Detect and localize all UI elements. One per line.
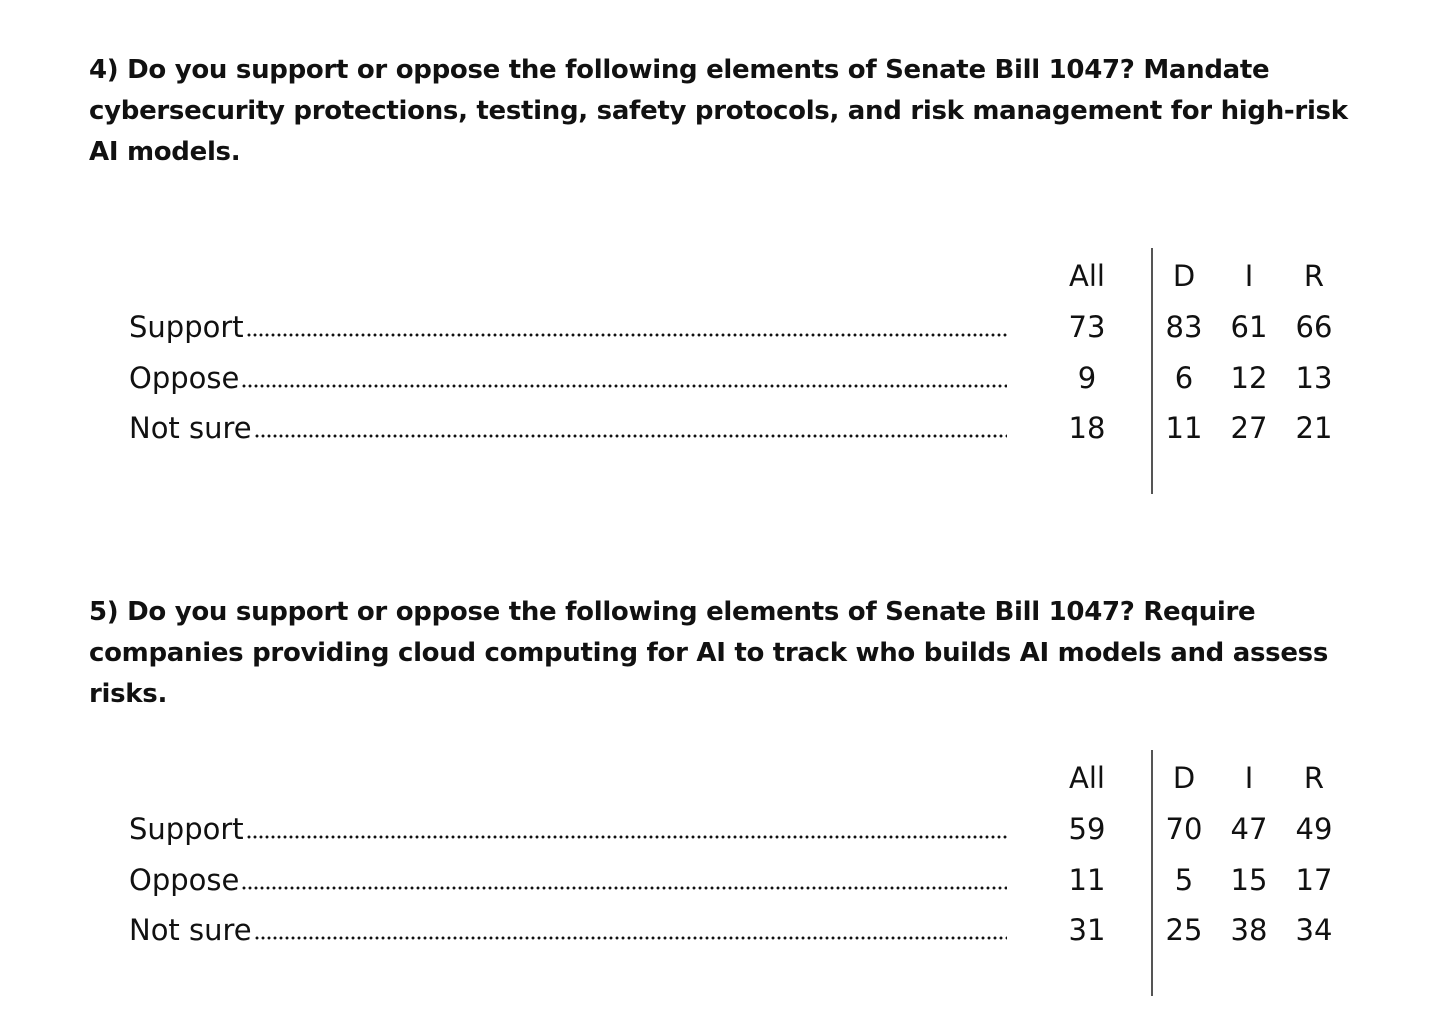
dot-leader xyxy=(254,433,1007,439)
value-i: 15 xyxy=(1230,863,1268,897)
column-header-d: D xyxy=(1172,761,1196,795)
row-label xyxy=(129,860,1007,900)
value-all: 31 xyxy=(1068,913,1106,947)
value-d: 11 xyxy=(1165,411,1203,445)
question-4-text: 4) Do you support or oppose the following elements of Senate Bill 1047? Mandate cybersecurity protections, testing, safety protocols, and risk management for high-risk AI models. xyxy=(89,55,1348,167)
table-row xyxy=(0,408,1456,448)
value-i: 38 xyxy=(1230,913,1268,947)
table-row xyxy=(0,358,1456,398)
value-i: 47 xyxy=(1230,812,1268,846)
column-header-all: All xyxy=(1069,761,1105,795)
row-label xyxy=(129,809,1007,849)
row-label-text: Support xyxy=(129,812,244,846)
column-header-all: All xyxy=(1069,259,1105,293)
value-r: 17 xyxy=(1295,863,1333,897)
value-d: 25 xyxy=(1165,913,1203,947)
value-d: 70 xyxy=(1165,812,1203,846)
row-label xyxy=(129,358,1007,398)
value-i: 61 xyxy=(1230,310,1268,344)
value-r: 13 xyxy=(1295,361,1333,395)
value-all: 18 xyxy=(1068,411,1106,445)
table-row xyxy=(0,860,1456,900)
value-r: 34 xyxy=(1295,913,1333,947)
value-d: 83 xyxy=(1165,310,1203,344)
value-d: 6 xyxy=(1174,361,1194,395)
row-label xyxy=(129,408,1007,448)
value-d: 5 xyxy=(1174,863,1194,897)
question-5-text: 5) Do you support or oppose the following elements of Senate Bill 1047? Require companies providing cloud computing for AI to track who builds AI models and assess risks. xyxy=(89,597,1329,709)
dot-leader xyxy=(241,383,1007,389)
row-label-text: Oppose xyxy=(129,361,240,395)
value-r: 66 xyxy=(1295,310,1333,344)
value-all: 11 xyxy=(1068,863,1106,897)
table-row xyxy=(0,307,1456,347)
dot-leader xyxy=(246,332,1007,338)
row-label xyxy=(129,307,1007,347)
value-all: 59 xyxy=(1068,812,1106,846)
table-row xyxy=(0,910,1456,950)
row-label-text: Oppose xyxy=(129,863,240,897)
value-all: 73 xyxy=(1068,310,1106,344)
row-label-text: Not sure xyxy=(129,913,252,947)
value-i: 27 xyxy=(1230,411,1268,445)
value-r: 21 xyxy=(1295,411,1333,445)
column-header-i: I xyxy=(1244,259,1254,293)
column-header-r: R xyxy=(1303,761,1325,795)
table-row xyxy=(0,809,1456,849)
value-r: 49 xyxy=(1295,812,1333,846)
value-all: 9 xyxy=(1077,361,1097,395)
dot-leader xyxy=(241,885,1007,891)
row-label-text: Not sure xyxy=(129,411,252,445)
dot-leader xyxy=(246,834,1007,840)
value-i: 12 xyxy=(1230,361,1268,395)
row-label xyxy=(129,910,1007,950)
column-header-d: D xyxy=(1172,259,1196,293)
column-header-i: I xyxy=(1244,761,1254,795)
column-header-r: R xyxy=(1303,259,1325,293)
row-label-text: Support xyxy=(129,310,244,344)
dot-leader xyxy=(254,935,1007,941)
